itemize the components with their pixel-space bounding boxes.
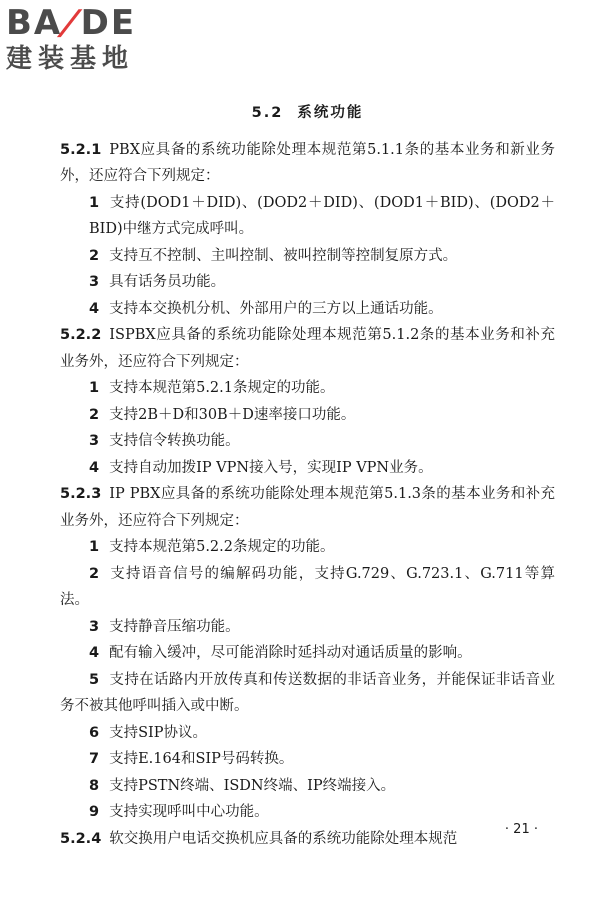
list-item	[60, 799, 555, 826]
item-number: 3	[89, 618, 100, 635]
clause-text: IP PBX应具备的系统功能除处理本规范第5.1.3条的基本业务和补充业务外，还应符合下列规定：	[60, 486, 555, 529]
item-text: 支持本交换机分机、外部用户的三方以上通话功能。	[109, 300, 443, 317]
item-number: 2	[89, 406, 100, 423]
list-item	[60, 243, 555, 270]
item-number: 1	[89, 539, 100, 555]
item-number: 6	[89, 724, 100, 741]
clause-number: 5.2.1	[60, 141, 102, 158]
logo-brand-left: BA	[6, 3, 63, 43]
section-heading: 系统功能	[297, 105, 364, 121]
item-text: 支持(DOD1＋DID)、(DOD2＋DID)、(DOD1＋BID)、(DOD2＋BID)中继方式完成呼叫。	[89, 194, 555, 237]
list-item	[60, 375, 555, 402]
clause-number: 5.2.4	[60, 830, 102, 847]
item-number: 4	[89, 459, 100, 476]
item-number: 7	[89, 751, 100, 767]
item-number: 1	[89, 194, 100, 211]
item-text: 支持本规范第5.2.1条规定的功能。	[109, 380, 335, 396]
item-text: 支持本规范第5.2.2条规定的功能。	[109, 539, 335, 555]
clause-number: 5.2.2	[60, 327, 102, 343]
item-text: 支持PSTN终端、ISDN终端、IP终端接入。	[109, 777, 396, 794]
logo-brand	[6, 4, 174, 42]
clause-text: ISPBX应具备的系统功能除处理本规范第5.1.2条的基本业务和补充业务外，还应符合下列规定：	[60, 327, 555, 370]
list-item	[60, 428, 555, 455]
item-number: 2	[89, 565, 100, 582]
item-text: 支持语音信号的编解码功能，支持G.729、G.723.1、G.711等算法。	[60, 565, 555, 608]
clause-5-2-1	[60, 137, 555, 190]
clause-text: 软交换用户电话交换机应具备的系统功能除处理本规范	[109, 830, 458, 847]
item-number: 3	[89, 274, 100, 290]
item-text: 支持实现呼叫中心功能。	[109, 804, 269, 820]
section-number: 5.2	[251, 105, 284, 121]
list-item	[60, 190, 555, 243]
clause-number: 5.2.3	[60, 486, 102, 502]
list-item	[60, 455, 555, 482]
item-number: 4	[89, 300, 100, 317]
clause-text: PBX应具备的系统功能除处理本规范第5.1.1条的基本业务和新业务外，还应符合下列规定：	[60, 141, 555, 184]
item-text: 支持SIP协议。	[109, 724, 208, 741]
list-item	[60, 720, 555, 747]
logo-brand-right: DE	[80, 3, 137, 43]
clause-5-2-2	[60, 322, 555, 375]
item-number: 9	[89, 804, 100, 820]
list-item	[60, 614, 555, 641]
list-item	[60, 296, 555, 323]
item-number: 4	[89, 645, 100, 661]
logo-brand-slash: /	[58, 3, 85, 43]
item-text: 支持E.164和SIP号码转换。	[109, 751, 294, 767]
item-text: 支持信令转换功能。	[109, 433, 240, 449]
item-text: 具有话务员功能。	[109, 274, 226, 290]
section-title	[60, 100, 555, 127]
item-text: 支持自动加拨IP VPN接入号，实现IP VPN业务。	[109, 459, 433, 476]
item-number: 8	[89, 777, 100, 794]
list-item	[60, 402, 555, 429]
item-text: 支持2B＋D和30B＋D速率接口功能。	[109, 406, 356, 423]
document-page	[60, 100, 555, 852]
item-text: 支持在话路内开放传真和传送数据的非话音业务，并能保证非话音业务不被其他呼叫插入或中断。	[60, 671, 555, 714]
item-text: 配有输入缓冲，尽可能消除时延抖动对通话质量的影响。	[109, 645, 472, 661]
bade-logo	[6, 4, 174, 74]
list-item	[60, 269, 555, 296]
item-number: 5	[89, 671, 100, 688]
logo-subtitle: 建装基地	[6, 44, 135, 74]
list-item	[60, 640, 555, 667]
item-text: 支持静音压缩功能。	[109, 618, 240, 635]
item-number: 1	[89, 380, 100, 396]
list-item	[60, 773, 555, 800]
item-number: 2	[89, 247, 100, 264]
item-text: 支持互不控制、主叫控制、被叫控制等控制复原方式。	[109, 247, 458, 264]
clause-5-2-3	[60, 481, 555, 534]
item-number: 3	[89, 433, 100, 449]
list-item	[60, 667, 555, 720]
list-item	[60, 534, 555, 561]
list-item	[60, 746, 555, 773]
list-item	[60, 561, 555, 614]
clause-5-2-4	[60, 826, 555, 853]
page-number: · 21 ·	[504, 822, 538, 837]
